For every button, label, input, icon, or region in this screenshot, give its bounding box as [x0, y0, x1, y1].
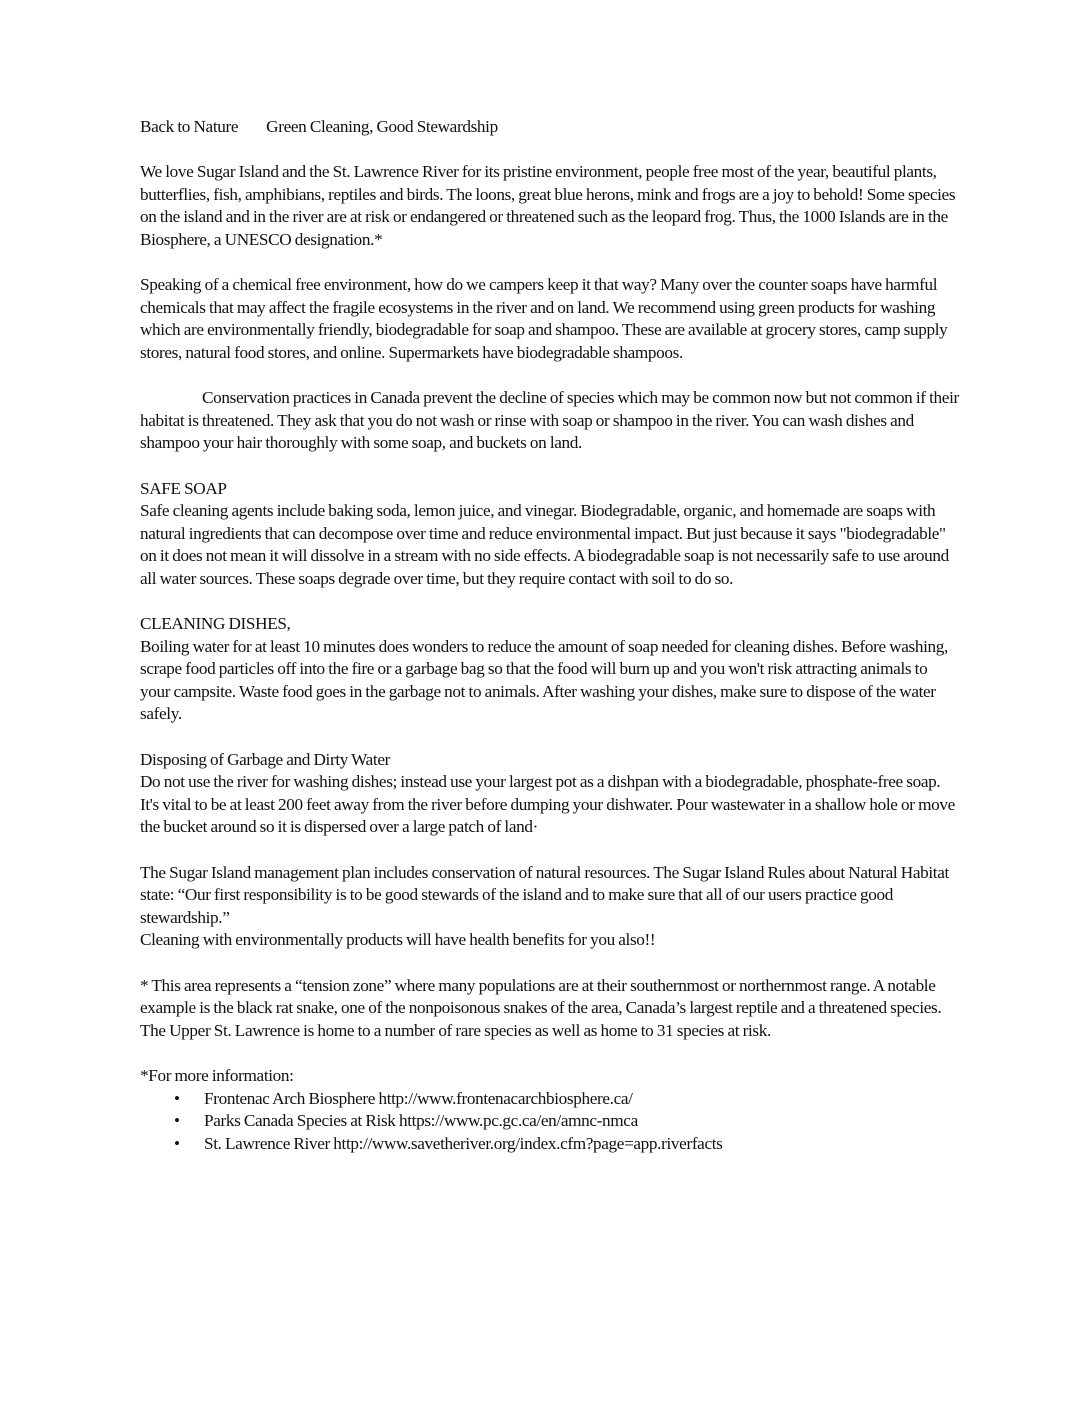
disposing-body: Do not use the river for washing dishes; instead use your largest pot as a dishpan with a biodegradable, phosphate-free soap. It's vital to be at least 200 feet away from the river before dumping your dishwater. Pour wastewater in a shallow hole or move the bucket around so it is dispersed over a large patch of land·: [140, 772, 955, 837]
disposing-heading: Disposing of Garbage and Dirty Water: [140, 749, 391, 769]
conservation-paragraph: Conservation practices in Canada prevent the decline of species which may be common now but not common if their habitat is threatened. They ask that you do not wash or rinse with soap or shampoo in the river. You can wash dishes and shampoo your hair thoroughly with some soap, and buckets on land.: [140, 388, 959, 453]
safe-soap-body: Safe cleaning agents include baking soda, lemon juice, and vinegar. Biodegradable, organic, and homemade are soaps with natural ingredients that can decompose over time and reduce environmental impact. But just because it says "biodegradable" on it does not mean it will dissolve in a stream with no side effects. A biodegradable soap is not necessarily safe to use around all water sources. These soaps degrade over time, but they require contact with soil to do so.: [140, 501, 949, 588]
chemical-free-paragraph: Speaking of a chemical free environment, how do we campers keep it that way? Many over the counter soaps have harmful chemicals that may affect the fragile ecosystems in the river and on land. We recommend using green products for washing which are environmentally friendly, biodegradable for soap and shampoo. These are available at grocery stores, camp supply stores, natural food stores, and online. Supermarkets have biodegradable shampoos.: [140, 275, 948, 362]
more-info-list: [140, 1088, 960, 1156]
management-paragraph: The Sugar Island management plan includes conservation of natural resources. The Sugar Island Rules about Natural Habitat state: “Our first responsibility is to be good stewards of the island and to make sure that all of our users practice good stewardship.”: [140, 862, 949, 927]
document-page: [140, 116, 960, 1155]
intro-paragraph: We love Sugar Island and the St. Lawrence River for its pristine environment, people free most of the year, beautiful plants, butterflies, fish, amphibians, reptiles and birds. The loons, great blue herons, mink and frogs are a joy to behold! Some species on the island and in the river are at risk or endangered or threatened such as the leopard frog. Thus, the 1000 Islands are in the Biosphere, a UNESCO designation.*: [140, 162, 956, 249]
cleaning-dishes-heading: CLEANING DISHES,: [140, 614, 291, 634]
document-title: [140, 116, 960, 139]
list-item-parks-canada[interactable]: • Parks Canada Species at Risk https://www.pc.gc.ca/en/amnc-nmca: [140, 1110, 960, 1133]
title-right: Green Cleaning, Good Stewardship: [266, 117, 498, 136]
more-info-heading: *For more information:: [140, 1065, 294, 1085]
list-item-frontenac[interactable]: • Frontenac Arch Biosphere http://www.frontenacarchbiosphere.ca/: [140, 1088, 960, 1111]
footnote-paragraph: * This area represents a “tension zone” where many populations are at their southernmost or northernmost range. A notable example is the black rat snake, one of the nonpoisonous snakes of the area, Canada’s largest reptile and a threatened species. The Upper St. Lawrence is home to a number of rare species as well as home to 31 species at risk.: [140, 975, 942, 1040]
safe-soap-heading: SAFE SOAP: [140, 478, 227, 498]
list-item-st-lawrence[interactable]: • St. Lawrence River http://www.savetheriver.org/index.cfm?page=app.riverfacts: [140, 1133, 960, 1156]
cleaning-dishes-body: Boiling water for at least 10 minutes does wonders to reduce the amount of soap needed for cleaning dishes. Before washing, scrape food particles off into the fire or a garbage bag so that the food will burn up and you won't risk attracting animals to your campsite. Waste food goes in the garbage not to animals. After washing your dishes, make sure to dispose of the water safely.: [140, 636, 948, 724]
title-left: Back to Nature: [140, 117, 239, 136]
closing-line: Cleaning with environmentally products will have health benefits for you also!!: [140, 930, 656, 950]
